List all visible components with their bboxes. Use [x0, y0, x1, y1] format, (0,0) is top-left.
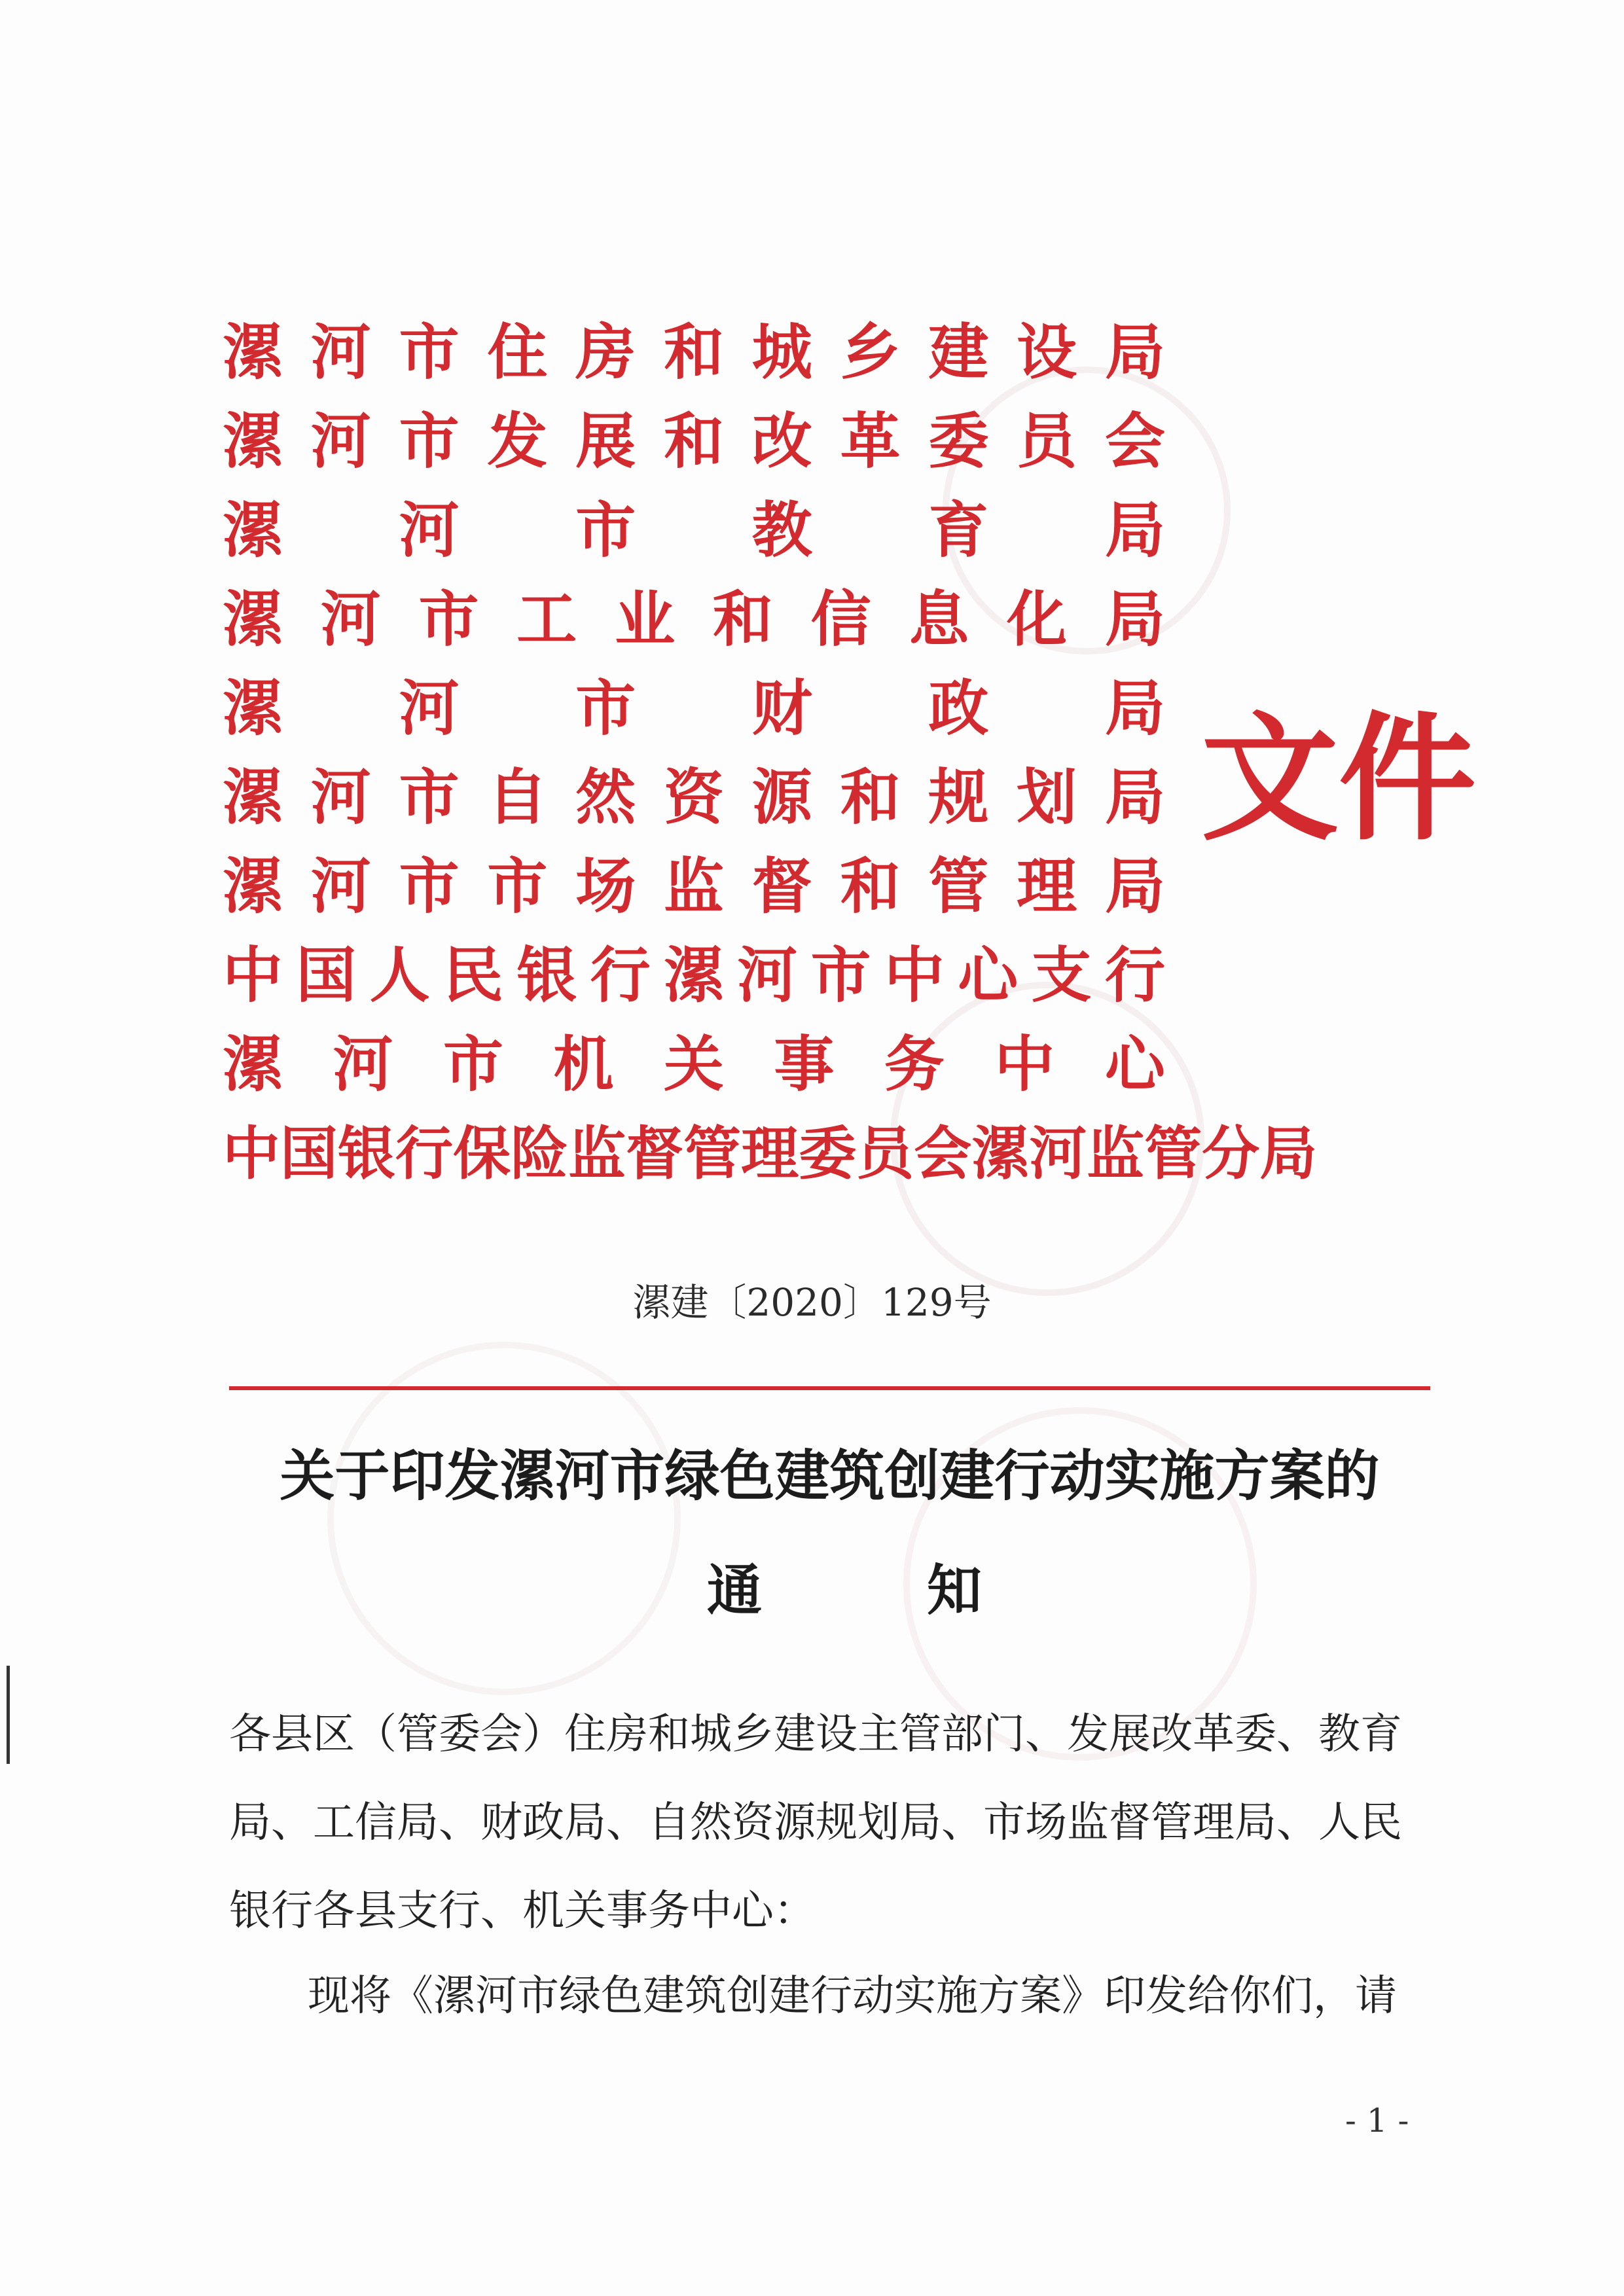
org-char: 市 — [810, 940, 871, 1011]
org-char: 管 — [928, 851, 989, 922]
org-char: 行 — [590, 940, 651, 1011]
org-char: 息 — [909, 584, 969, 655]
title-char: 通 — [707, 1558, 763, 1623]
issuing-organizations — [223, 308, 1318, 1198]
org-char: 机 — [553, 1029, 614, 1100]
org-char: 政 — [928, 673, 989, 744]
body-line: 各县区（管委会）住房和城乡建设主管部门、发展改革委、教育 — [229, 1710, 1402, 1759]
margin-mark — [7, 1666, 10, 1764]
org-line — [223, 842, 1165, 931]
org-char: 漯 — [223, 851, 283, 922]
org-char: 育 — [928, 495, 989, 565]
org-char: 规 — [928, 762, 989, 833]
org-char: 漯 — [223, 495, 283, 565]
org-line — [223, 931, 1165, 1020]
org-char: 委 — [799, 1119, 857, 1187]
org-char: 漯 — [663, 940, 724, 1011]
org-line — [223, 486, 1165, 575]
org-char: 监 — [568, 1119, 626, 1187]
org-char: 局 — [1104, 762, 1165, 833]
org-char: 漯 — [223, 406, 283, 476]
org-char: 河 — [310, 406, 371, 476]
org-line — [223, 664, 1165, 753]
org-char: 局 — [1104, 584, 1165, 655]
org-char: 住 — [487, 317, 548, 387]
org-char: 委 — [928, 406, 989, 476]
org-char: 改 — [751, 406, 812, 476]
document-number: 漯建〔2020〕129号 — [632, 1280, 992, 1325]
org-char: 市 — [575, 495, 636, 565]
org-char: 会 — [1104, 406, 1165, 476]
org-char: 督 — [626, 1119, 684, 1187]
org-char: 革 — [840, 406, 901, 476]
org-char: 市 — [399, 317, 460, 387]
org-char: 场 — [575, 851, 636, 922]
org-line — [223, 1020, 1165, 1109]
body-line: 银行各县支行、机关事务中心： — [229, 1887, 816, 1935]
org-char: 漯 — [223, 317, 283, 387]
org-char: 自 — [487, 762, 548, 833]
org-char: 关 — [663, 1029, 724, 1100]
org-char: 设 — [1017, 317, 1077, 387]
org-char: 信 — [810, 584, 871, 655]
org-char: 市 — [575, 673, 636, 744]
org-line — [223, 753, 1165, 842]
org-char: 中 — [223, 1119, 281, 1187]
org-char: 支 — [1031, 940, 1092, 1011]
org-char: 财 — [751, 673, 812, 744]
org-char: 漯 — [971, 1119, 1030, 1187]
org-char: 理 — [1017, 851, 1077, 922]
org-char: 行 — [1104, 940, 1165, 1011]
org-char: 和 — [663, 406, 724, 476]
org-char: 河 — [320, 584, 381, 655]
org-char: 市 — [442, 1029, 503, 1100]
org-char: 市 — [487, 851, 548, 922]
org-line — [223, 397, 1165, 486]
org-char: 会 — [914, 1119, 972, 1187]
org-char: 和 — [663, 317, 724, 387]
document-title-second-line — [707, 1551, 982, 1630]
org-char: 化 — [1007, 584, 1068, 655]
org-char: 房 — [575, 317, 636, 387]
org-char: 心 — [958, 940, 1019, 1011]
org-char: 市 — [399, 762, 460, 833]
title-char: 知 — [926, 1558, 982, 1623]
org-char: 市 — [399, 851, 460, 922]
org-char: 发 — [487, 406, 548, 476]
org-char: 划 — [1017, 762, 1077, 833]
org-char: 理 — [741, 1119, 799, 1187]
org-char: 中 — [884, 940, 945, 1011]
org-char: 心 — [1104, 1029, 1165, 1100]
document-word: 文件 — [1201, 698, 1477, 859]
org-char: 教 — [751, 495, 812, 565]
org-char: 河 — [399, 495, 460, 565]
org-char: 展 — [575, 406, 636, 476]
org-char: 局 — [1104, 495, 1165, 565]
org-char: 河 — [399, 673, 460, 744]
org-char: 员 — [1017, 406, 1077, 476]
org-char: 和 — [712, 584, 773, 655]
org-char: 务 — [884, 1029, 945, 1100]
org-char: 漯 — [223, 584, 283, 655]
org-char: 城 — [751, 317, 812, 387]
org-char: 管 — [1144, 1119, 1202, 1187]
org-char: 然 — [575, 762, 636, 833]
org-char: 中 — [994, 1029, 1055, 1100]
org-char: 市 — [399, 406, 460, 476]
body-line: 局、工信局、财政局、自然资源规划局、市场监督管理局、人民 — [229, 1799, 1402, 1847]
org-char: 局 — [1259, 1119, 1318, 1187]
org-char: 民 — [442, 940, 503, 1011]
org-char: 员 — [856, 1119, 914, 1187]
org-char: 市 — [418, 584, 479, 655]
org-char: 监 — [663, 851, 724, 922]
org-char: 工 — [516, 584, 577, 655]
document-title: 关于印发漯河市绿色建筑创建行动实施方案的 — [280, 1443, 1380, 1508]
org-char: 行 — [395, 1119, 454, 1187]
body-line: 现将《漯河市绿色建筑创建行动实施方案》印发给你们，请 — [308, 1972, 1397, 2020]
org-char: 和 — [840, 851, 901, 922]
org-char: 河 — [737, 940, 798, 1011]
org-char: 河 — [310, 851, 371, 922]
org-char: 保 — [453, 1119, 511, 1187]
org-char: 事 — [774, 1029, 835, 1100]
org-char: 资 — [663, 762, 724, 833]
org-char: 人 — [369, 940, 430, 1011]
org-line — [223, 575, 1165, 664]
org-char: 漯 — [223, 673, 283, 744]
org-char: 建 — [928, 317, 989, 387]
org-char: 监 — [1087, 1119, 1145, 1187]
org-char: 局 — [1104, 851, 1165, 922]
org-char: 银 — [338, 1119, 396, 1187]
org-char: 中 — [223, 940, 283, 1011]
org-char: 管 — [683, 1119, 742, 1187]
page-number: - 1 - — [1345, 2102, 1409, 2140]
org-char: 和 — [840, 762, 901, 833]
org-line — [223, 308, 1165, 397]
org-char: 漯 — [223, 762, 283, 833]
org-char: 督 — [751, 851, 812, 922]
org-char: 河 — [1029, 1119, 1087, 1187]
org-char: 险 — [511, 1119, 569, 1187]
org-char: 局 — [1104, 317, 1165, 387]
org-char: 源 — [751, 762, 812, 833]
stamp-ghost — [327, 1342, 681, 1695]
org-char: 河 — [310, 317, 371, 387]
org-char: 河 — [333, 1029, 393, 1100]
org-char: 国 — [280, 1119, 338, 1187]
red-divider — [229, 1386, 1430, 1390]
org-char: 银 — [516, 940, 577, 1011]
org-char: 分 — [1202, 1119, 1260, 1187]
org-char: 业 — [615, 584, 676, 655]
org-char: 国 — [296, 940, 357, 1011]
org-line — [223, 1109, 1318, 1198]
org-char: 河 — [310, 762, 371, 833]
org-char: 漯 — [223, 1029, 283, 1100]
org-char: 局 — [1104, 673, 1165, 744]
org-char: 乡 — [840, 317, 901, 387]
